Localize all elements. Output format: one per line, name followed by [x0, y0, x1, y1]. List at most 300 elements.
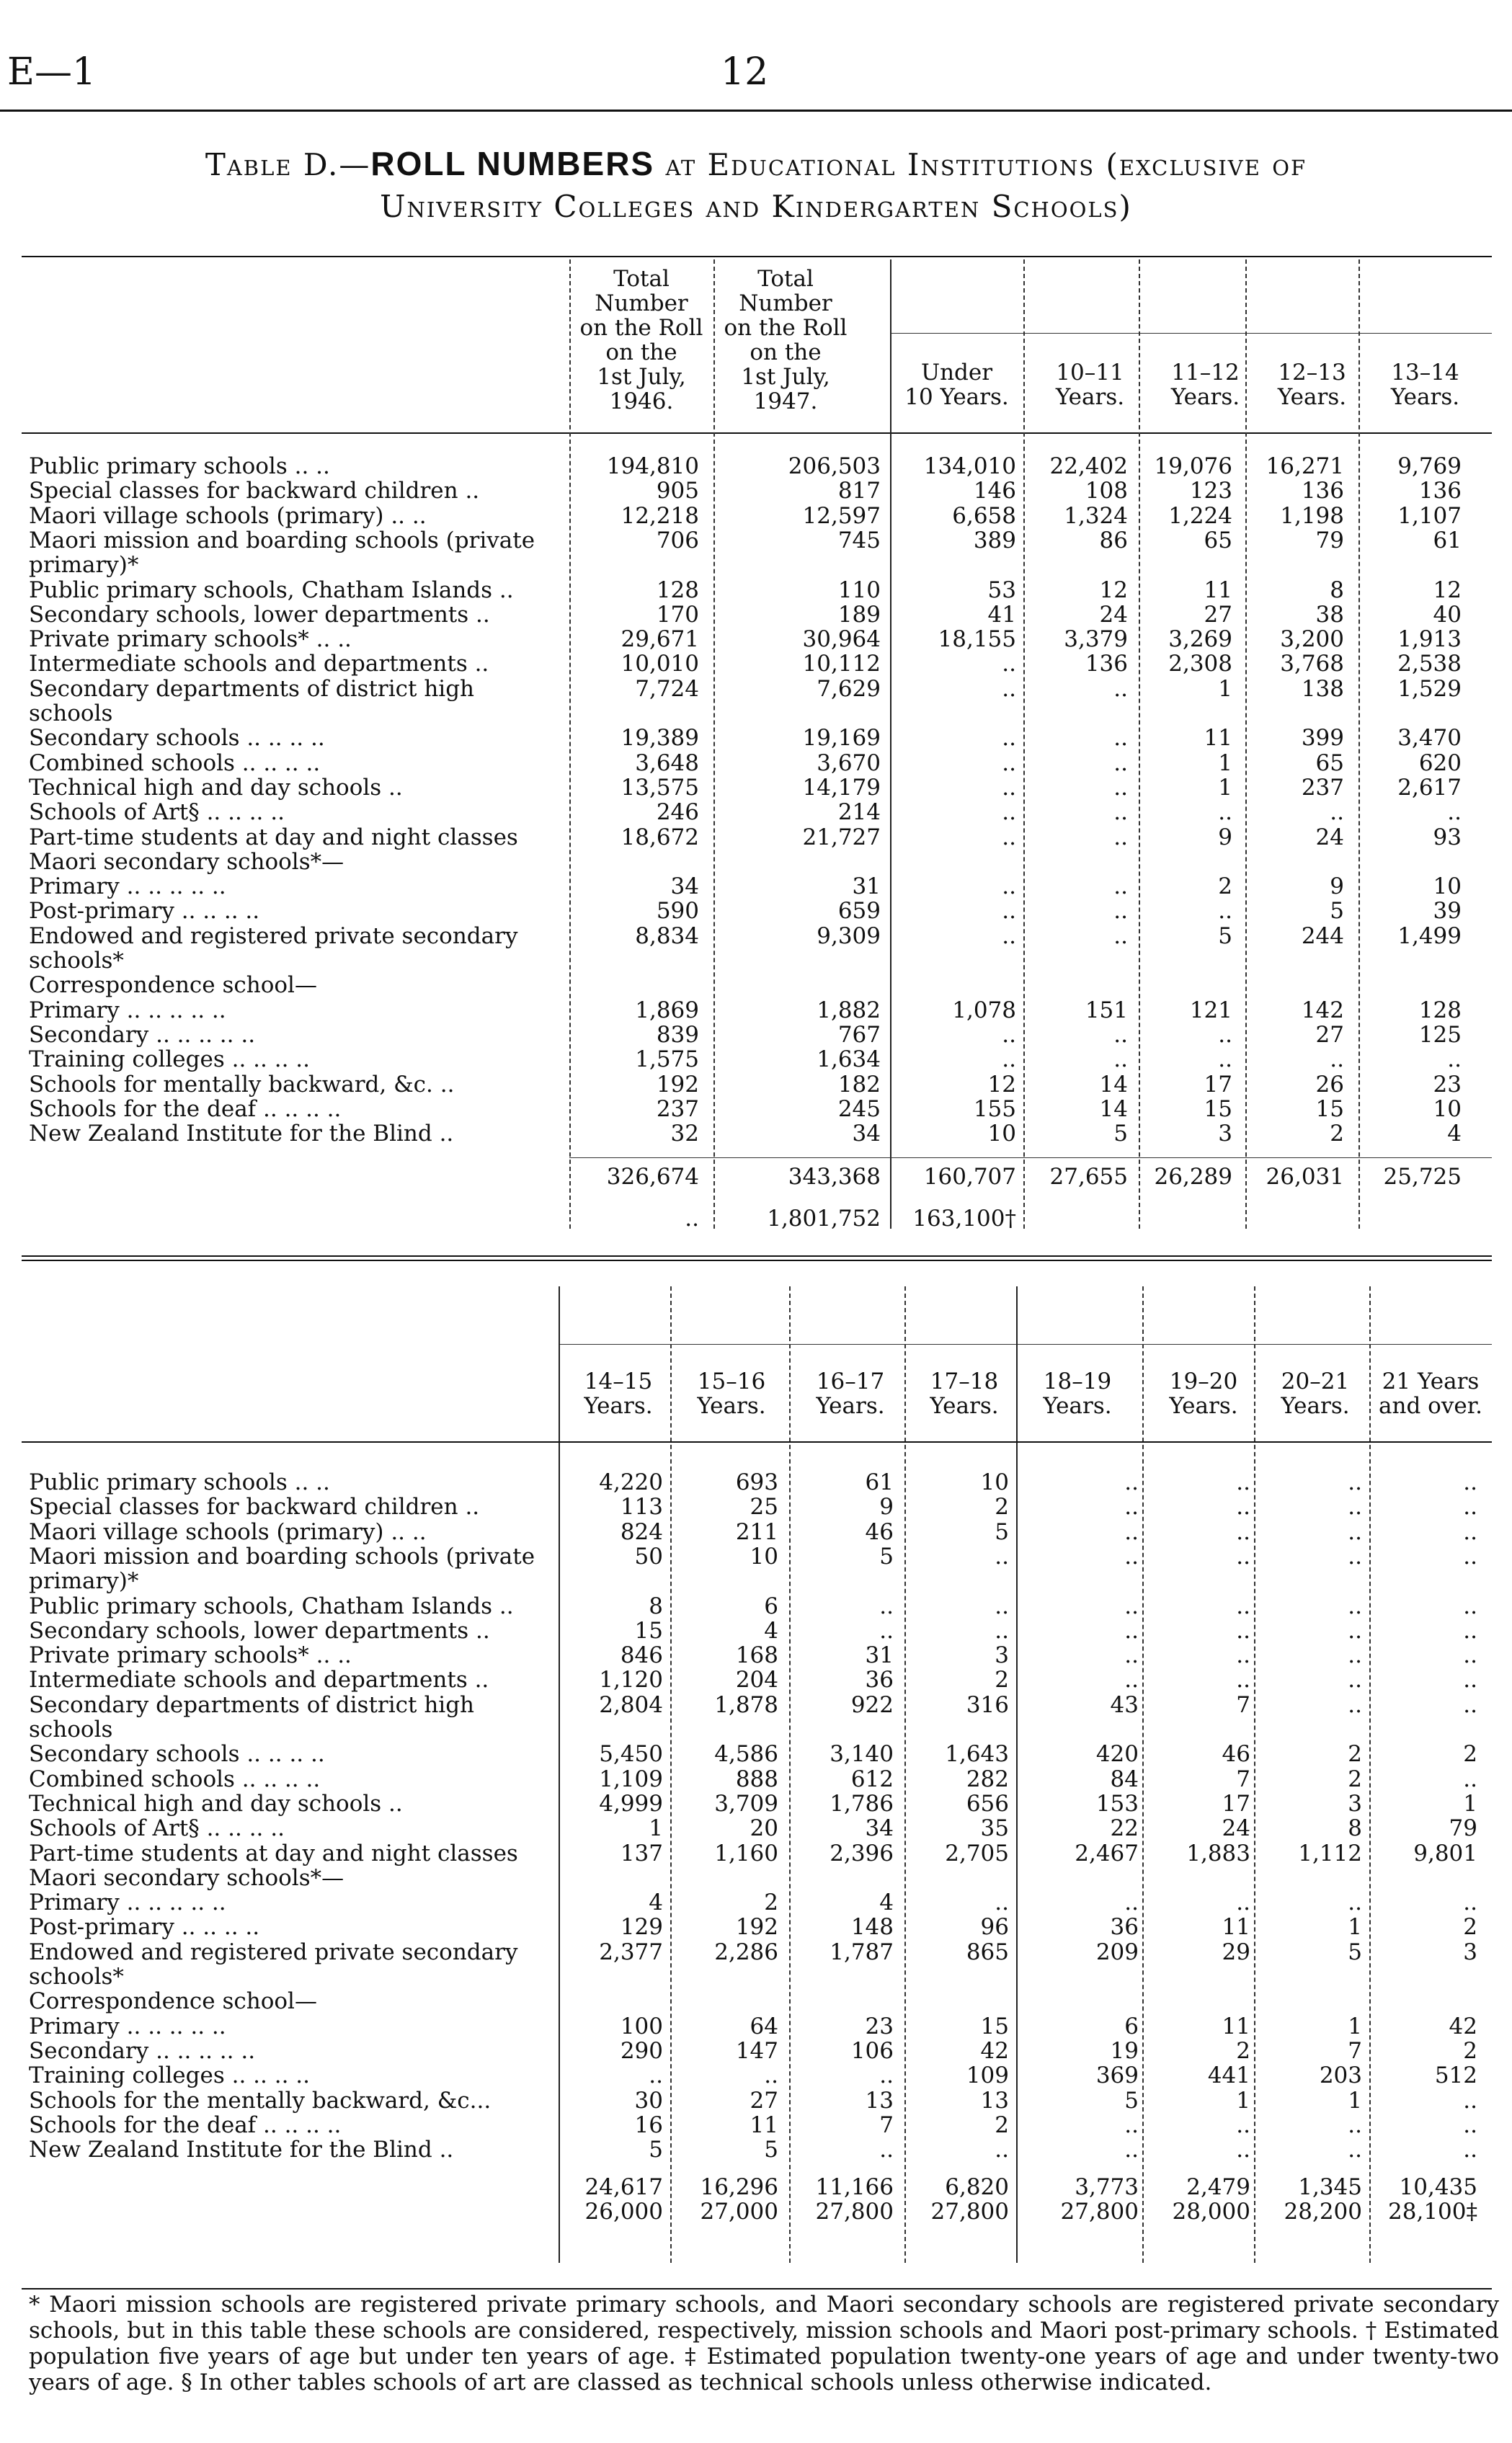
- table2-cell: 1,120: [599, 1667, 663, 1694]
- table2-cell: ..: [1236, 1593, 1250, 1619]
- report-code: E—1: [7, 50, 97, 94]
- table1-cell: 27: [1204, 601, 1232, 628]
- table1-cell: ..: [1113, 1021, 1128, 1048]
- table1-cell: 13,575: [621, 774, 699, 801]
- table2-cell: ..: [1348, 2112, 1362, 2138]
- table2-cell: 316: [966, 1691, 1009, 1718]
- title-bold: ROLL NUMBERS: [370, 145, 655, 182]
- table1-cell: 1,078: [952, 997, 1016, 1023]
- table2-cell: 2: [995, 1494, 1009, 1521]
- table1-row-label: Primary .. .. .. .. ..: [29, 997, 226, 1023]
- table2-cell: ..: [1124, 1667, 1139, 1694]
- table2-cell: 2: [1236, 2037, 1250, 2064]
- table1-cell: 138: [1301, 675, 1344, 702]
- table2-cell: ..: [995, 2137, 1009, 2163]
- table2-cell: 5: [879, 1543, 894, 1570]
- table2-cell: 2: [1463, 1914, 1477, 1941]
- table2-cell: ..: [1236, 1469, 1250, 1495]
- table1-cell: 34: [852, 1121, 881, 1147]
- table1-cell: 1: [1218, 774, 1232, 801]
- table2-row-label: Post-primary .. .. .. ..: [29, 1915, 260, 1940]
- table1-cell: 244: [1301, 922, 1344, 949]
- table1-row-label: Primary .. .. .. .. ..: [29, 874, 226, 899]
- table1-age-column-header: 10 Years.: [904, 384, 1009, 410]
- table2-age-column-header: Years.: [584, 1393, 653, 1419]
- table2-cell: 1: [649, 1815, 663, 1842]
- table2-cell: ..: [1236, 1617, 1250, 1644]
- table1-estimate: 1,801,752: [767, 1206, 881, 1232]
- table2-age-column-header: 21 Years: [1382, 1369, 1480, 1394]
- table2-row-label: Technical high and day schools ..: [29, 1791, 403, 1816]
- table1-cell: 389: [973, 527, 1016, 553]
- table2-cell: ..: [879, 1617, 894, 1644]
- table1-row-label: Secondary departments of district high: [29, 676, 475, 701]
- table2-cell: 9: [879, 1494, 894, 1521]
- table2-cell: 209: [1095, 1939, 1139, 1965]
- table2-cell: 1,112: [1298, 1840, 1362, 1866]
- table2-grand-total: 6,820: [945, 2174, 1009, 2201]
- table2-row-label: Primary .. .. .. .. ..: [29, 2013, 226, 2039]
- table2-cell: ..: [1124, 1593, 1139, 1619]
- table2-cell: 4: [879, 1890, 894, 1916]
- table1-cell: 9,769: [1397, 453, 1462, 479]
- table2-cell: 1,786: [830, 1790, 894, 1817]
- table1-column-divider: [713, 259, 715, 1229]
- title-line-2: University Colleges and Kindergarten Schools): [380, 189, 1132, 224]
- table2-cell: 6: [1124, 2013, 1139, 2039]
- table2-cell: 168: [735, 1642, 778, 1669]
- table1-cell: 5: [1113, 1121, 1128, 1147]
- table1-row-label: Private primary schools* .. ..: [29, 627, 352, 652]
- table2-cell: 290: [620, 2037, 663, 2064]
- table1-age-column-header: Years.: [1277, 384, 1347, 410]
- footnote: * Maori mission schools are registered private primary schools, and Maori secondary schools are registered private secondary schools, but in this table these schools are considered, respectively, mission schools and Maori post-primary schools. † Estimated population five years of age but under ten years of age. ‡ Estimated population twenty-one years of age and under twenty-two years of age. § In other tables schools of art are classed as technical schools unless otherwise indicated.: [29, 2292, 1499, 2395]
- table2-cell: 2: [1463, 2037, 1477, 2064]
- table2-cell: 19: [1110, 2037, 1139, 2064]
- table2-estimate: 27,000: [700, 2199, 778, 2225]
- table1-cell: 659: [837, 898, 881, 925]
- table2-row-label: Schools of Art§ .. .. .. ..: [29, 1816, 285, 1841]
- table1-cell: ..: [1002, 873, 1016, 900]
- table2-cell: 2: [1348, 1741, 1362, 1768]
- table2-cell: 15: [980, 2013, 1009, 2039]
- table2-cell: 36: [1110, 1914, 1139, 1941]
- table2-cell: 8: [1348, 1815, 1362, 1842]
- table2-cell: 922: [850, 1691, 894, 1718]
- table2-cell: ..: [1348, 1543, 1362, 1570]
- table1-cell: ..: [1218, 1021, 1232, 1048]
- table1-grand-total: 27,655: [1049, 1164, 1128, 1191]
- table1-cell: 93: [1433, 824, 1462, 850]
- table2-cell: ..: [1236, 1667, 1250, 1694]
- table2-cell: ..: [1124, 1518, 1139, 1545]
- table1-cell: 1,198: [1280, 502, 1344, 529]
- table2-cell: 3: [995, 1642, 1009, 1669]
- table1-cell: 2: [1218, 873, 1232, 900]
- table2-cell: 2,804: [599, 1691, 663, 1718]
- table2-cell: 1,643: [945, 1741, 1009, 1768]
- table1-cell: 26: [1315, 1071, 1344, 1098]
- table2-cell: ..: [1124, 1494, 1139, 1521]
- table1-row-label: Maori village schools (primary) .. ..: [29, 503, 427, 528]
- table1-row-label: schools*: [29, 948, 124, 973]
- table2-cell: ..: [764, 2062, 778, 2089]
- table1-age-column-header: 10–11: [1056, 360, 1124, 386]
- table1-cell: 86: [1099, 527, 1128, 553]
- table1-cell: 108: [1085, 478, 1128, 504]
- table1-cell: 839: [656, 1021, 699, 1048]
- table1-age-column-header: 12–13: [1278, 360, 1346, 386]
- table1-row-label: Training colleges .. .. .. ..: [29, 1047, 310, 1072]
- table2-cell: 3: [1348, 1790, 1362, 1817]
- table1-cell: ..: [1113, 725, 1128, 752]
- table2-cell: 109: [966, 2062, 1009, 2089]
- table1-cell: 12: [1433, 577, 1462, 603]
- table2-cell: 5: [764, 2137, 778, 2163]
- table2-cell: 13: [865, 2087, 894, 2114]
- table2-cell: 64: [750, 2013, 778, 2039]
- table1-cell: ..: [1002, 922, 1016, 949]
- table1-cell: 110: [837, 577, 881, 603]
- table1-row-label: Maori secondary schools*—: [29, 849, 344, 874]
- table2-cell: 153: [1095, 1790, 1139, 1817]
- table2-cell: ..: [1236, 1642, 1250, 1669]
- footnote-rule: [22, 2288, 1492, 2290]
- table2-cell: ..: [649, 2062, 663, 2089]
- table2-grand-total: 3,773: [1075, 2174, 1139, 2201]
- table2-cell: ..: [995, 1890, 1009, 1916]
- table1-cell: 14,179: [802, 774, 881, 801]
- table2-age-column-header: 14–15: [584, 1369, 653, 1394]
- table2-row-label: Maori village schools (primary) .. ..: [29, 1519, 427, 1544]
- table1-cell: 11: [1204, 725, 1232, 752]
- table1-cell: 23: [1433, 1071, 1462, 1098]
- table1-cell: 1,913: [1397, 626, 1462, 653]
- table1-row-label: Technical high and day schools ..: [29, 775, 403, 800]
- table1-cell: 31: [852, 873, 881, 900]
- table2-cell: ..: [1348, 1593, 1362, 1619]
- table2-row-label: Maori secondary schools*—: [29, 1865, 344, 1890]
- table1-cell: ..: [1002, 824, 1016, 850]
- table1-cell: 189: [837, 601, 881, 628]
- table2-row-label: Private primary schools* .. ..: [29, 1643, 352, 1668]
- table1-cell: 1,882: [817, 997, 881, 1023]
- table2-grand-total: 2,479: [1186, 2174, 1250, 2201]
- table2-cell: 5: [649, 2137, 663, 2163]
- table2-cell: 42: [1449, 2013, 1477, 2039]
- table2-cell: 204: [735, 1667, 778, 1694]
- table2-column-divider: [1016, 1286, 1018, 2263]
- table1-row-label: Secondary schools .. .. .. ..: [29, 726, 325, 751]
- table2-cell: 23: [865, 2013, 894, 2039]
- table2-cell: ..: [995, 1543, 1009, 1570]
- table1-roll_1946-header: on the Roll: [579, 315, 703, 341]
- table1-cell: ..: [1447, 799, 1462, 826]
- table1-cell: 1,224: [1168, 502, 1232, 529]
- table1-cell: 19,169: [802, 725, 881, 752]
- table1-bottom-rule-2: [22, 1260, 1492, 1261]
- table2-cell: 10: [980, 1469, 1009, 1495]
- table1-cell: 18,672: [621, 824, 699, 850]
- table1-cell: ..: [1113, 799, 1128, 826]
- table1-cell: 237: [1301, 774, 1344, 801]
- table1-cell: 10: [1433, 873, 1462, 900]
- table1-cell: 8: [1330, 577, 1344, 603]
- table2-cell: 50: [634, 1543, 663, 1570]
- table2-row-label: schools*: [29, 1964, 124, 1989]
- table1-roll_1947-header: Number: [739, 290, 832, 316]
- table2-cell: 106: [850, 2037, 894, 2064]
- table1-cell: 12: [987, 1071, 1016, 1098]
- table1-cell: 1,529: [1397, 675, 1462, 702]
- table1-cell: ..: [1002, 774, 1016, 801]
- table2-cell: 369: [1095, 2062, 1139, 2089]
- table2-cell: ..: [1348, 1642, 1362, 1669]
- table1-cell: 151: [1085, 997, 1128, 1023]
- table2-cell: 11: [1222, 2013, 1250, 2039]
- table1-cell: 2,617: [1397, 774, 1462, 801]
- table1-top-rule: [22, 256, 1492, 257]
- table2-cell: 6: [764, 1593, 778, 1619]
- table2-cell: ..: [1463, 1469, 1477, 1495]
- table1-cell: 3,670: [817, 749, 881, 776]
- table1-cell: 18,155: [938, 626, 1016, 653]
- table2-cell: ..: [1124, 2137, 1139, 2163]
- table1-cell: 136: [1085, 651, 1128, 677]
- table1-cell: 19,076: [1154, 453, 1232, 479]
- table1-cell: ..: [1218, 1046, 1232, 1073]
- table1-cell: ..: [1113, 749, 1128, 776]
- table1-cell: 9,309: [817, 922, 881, 949]
- table1-cell: 1,499: [1397, 922, 1462, 949]
- table2-cell: 100: [620, 2013, 663, 2039]
- table1-cell: 136: [1418, 478, 1462, 504]
- table2-cell: 1: [1348, 2087, 1362, 2114]
- table1-cell: 10,010: [621, 651, 699, 677]
- table2-cell: 9,801: [1413, 1840, 1477, 1866]
- table2-estimate: 27,800: [815, 2199, 894, 2225]
- table1-cell: 10: [1433, 1095, 1462, 1122]
- table2-cell: 2,467: [1075, 1840, 1139, 1866]
- table2-cell: 34: [865, 1815, 894, 1842]
- table2-cell: 5,450: [599, 1741, 663, 1768]
- table2-age-column-header: Years.: [697, 1393, 766, 1419]
- table1-age-column-header: 11–12: [1171, 360, 1240, 386]
- table2-row-label: Secondary departments of district high: [29, 1692, 475, 1717]
- table2-cell: ..: [1124, 1543, 1139, 1570]
- table2-cell: 211: [735, 1518, 778, 1545]
- header-rule: [0, 110, 1512, 112]
- table1-cell: 14: [1099, 1071, 1128, 1098]
- table1-cell: 134,010: [923, 453, 1016, 479]
- table2-cell: 148: [850, 1914, 894, 1941]
- table1-grand-total: 326,674: [606, 1164, 699, 1191]
- table2-cell: 865: [966, 1939, 1009, 1965]
- table2-cell: ..: [1463, 1642, 1477, 1669]
- table2-cell: 5: [1124, 2087, 1139, 2114]
- table2-cell: 1,883: [1186, 1840, 1250, 1866]
- table1-cell: 3,470: [1397, 725, 1462, 752]
- table2-cell: 656: [966, 1790, 1009, 1817]
- table2-cell: 4,220: [599, 1469, 663, 1495]
- table2-cell: 3,709: [714, 1790, 778, 1817]
- table1-row-label: primary)*: [29, 553, 139, 578]
- table1-cell: 65: [1204, 527, 1232, 553]
- page-number: 12: [721, 50, 769, 94]
- table1-cell: 620: [1418, 749, 1462, 776]
- table1-grand-total-rule: [569, 1157, 1492, 1158]
- table1-cell: 9: [1330, 873, 1344, 900]
- table2-cell: 1: [1463, 1790, 1477, 1817]
- table2-age-column-header: 19–20: [1169, 1369, 1238, 1394]
- table2-cell: ..: [1463, 2112, 1477, 2138]
- table2-age-column-header: Years.: [1043, 1393, 1112, 1419]
- table1-cell: 142: [1301, 997, 1344, 1023]
- table2-cell: 129: [620, 1914, 663, 1941]
- table2-cell: 16: [634, 2112, 663, 2138]
- table1-cell: ..: [1002, 1021, 1016, 1048]
- table1-roll_1946-header: Total: [613, 266, 670, 292]
- table2-cell: 30: [634, 2087, 663, 2114]
- table1-cell: 30,964: [802, 626, 881, 653]
- table1-children-rule: [890, 333, 1492, 334]
- table1-cell: 2,538: [1397, 651, 1462, 677]
- table2-cell: 84: [1110, 1766, 1139, 1792]
- table2-cell: 693: [735, 1469, 778, 1495]
- table1-row-label: Combined schools .. .. .. ..: [29, 750, 321, 775]
- table2-cell: 282: [966, 1766, 1009, 1792]
- table2-cell: 888: [735, 1766, 778, 1792]
- table1-cell: 10: [987, 1121, 1016, 1147]
- table2-row-label: schools: [29, 1717, 113, 1742]
- table1-age-column-header: Years.: [1170, 384, 1240, 410]
- table1-cell: 2: [1330, 1121, 1344, 1147]
- table1-estimate: ..: [685, 1206, 699, 1232]
- table2-header-rule: [22, 1441, 1492, 1443]
- table2-cell: ..: [1236, 1543, 1250, 1570]
- table1-grand-total: 26,031: [1266, 1164, 1344, 1191]
- table1-cell: 22,402: [1049, 453, 1128, 479]
- table2-cell: 2: [1348, 1766, 1362, 1792]
- table1-cell: 245: [837, 1095, 881, 1122]
- table2-cell: ..: [1463, 1766, 1477, 1792]
- table1-cell: 24: [1099, 601, 1128, 628]
- table1-cell: ..: [1330, 1046, 1344, 1073]
- table2-cell: 113: [620, 1494, 663, 1521]
- table2-cell: 846: [620, 1642, 663, 1669]
- table1-cell: 29,671: [621, 626, 699, 653]
- table1-cell: ..: [1002, 749, 1016, 776]
- table1-cell: 10,112: [802, 651, 881, 677]
- table1-cell: 767: [837, 1021, 881, 1048]
- table1-cell: ..: [1002, 725, 1016, 752]
- table2-cell: ..: [1348, 1890, 1362, 1916]
- table1-cell: 9: [1218, 824, 1232, 850]
- table1-cell: 15: [1204, 1095, 1232, 1122]
- table2-age-column-header: 20–21: [1281, 1369, 1350, 1394]
- table1-age-column-header: Years.: [1390, 384, 1460, 410]
- table1-cell: 194,810: [606, 453, 699, 479]
- table1-roll_1947-header: Total: [757, 266, 814, 292]
- table1-cell: ..: [1113, 824, 1128, 850]
- table1-cell: ..: [1002, 898, 1016, 925]
- table1-cell: ..: [1002, 675, 1016, 702]
- table1-grand-total: 343,368: [788, 1164, 881, 1191]
- table1-cell: ..: [1330, 799, 1344, 826]
- table1-cell: 192: [656, 1071, 699, 1098]
- table1-cell: ..: [1002, 799, 1016, 826]
- table2-cell: 1,787: [830, 1939, 894, 1965]
- table2-cell: 46: [865, 1518, 894, 1545]
- table2-row-label: Training colleges .. .. .. ..: [29, 2063, 310, 2088]
- table2-group-rule: [559, 1344, 1492, 1345]
- table2-cell: 2: [995, 1667, 1009, 1694]
- table2-cell: ..: [1236, 2112, 1250, 2138]
- table2-row-label: Schools for the mentally backward, &c...: [29, 2088, 492, 2113]
- table1-cell: 246: [656, 799, 699, 826]
- table2-cell: 15: [634, 1617, 663, 1644]
- table2-cell: 25: [750, 1494, 778, 1521]
- table1-cell: 123: [1189, 478, 1232, 504]
- table1-cell: 16,271: [1266, 453, 1344, 479]
- table2-grand-total: 1,345: [1298, 2174, 1362, 2201]
- table1-grand-total: 160,707: [923, 1164, 1016, 1191]
- table2-cell: 11: [750, 2112, 778, 2138]
- table1-cell: 7,724: [635, 675, 699, 702]
- table1-roll_1946-header: Number: [595, 290, 688, 316]
- table1-row-label: Public primary schools, Chatham Islands ..: [29, 577, 514, 602]
- table1-roll_1947-header: 1st July,: [741, 364, 830, 390]
- table1-cell: 34: [670, 873, 699, 900]
- table1-roll_1947-header: on the: [750, 339, 822, 365]
- table2-age-column-header: 18–19: [1043, 1369, 1112, 1394]
- table2-age-column-header: and over.: [1379, 1393, 1482, 1419]
- table2-estimate: 28,200: [1284, 2199, 1362, 2225]
- table1-cell: 817: [837, 478, 881, 504]
- table1-cell: 3,200: [1280, 626, 1344, 653]
- table2-cell: 4: [649, 1890, 663, 1916]
- table2-row-label: Secondary schools .. .. .. ..: [29, 1742, 325, 1767]
- table1-cell: 170: [656, 601, 699, 628]
- table1-cell: 214: [837, 799, 881, 826]
- table2-estimate: 28,000: [1172, 2199, 1250, 2225]
- table2-grand-total: 24,617: [584, 2174, 663, 2201]
- table2-age-column-header: 15–16: [697, 1369, 766, 1394]
- table2-cell: 5: [995, 1518, 1009, 1545]
- table1-cell: 79: [1315, 527, 1344, 553]
- table2-estimate: 27,800: [1060, 2199, 1139, 2225]
- table1-row-label: Part-time students at day and night classes: [29, 824, 518, 850]
- table2-grand-total: 10,435: [1399, 2174, 1477, 2201]
- table1-cell: 182: [837, 1071, 881, 1098]
- table2-cell: 1,878: [714, 1691, 778, 1718]
- table1-cell: 12: [1099, 577, 1128, 603]
- table1-cell: ..: [1113, 774, 1128, 801]
- table2-cell: ..: [1463, 2137, 1477, 2163]
- table2-row-label: Intermediate schools and departments ..: [29, 1668, 489, 1693]
- table1-cell: 706: [656, 527, 699, 553]
- table1-row-label: schools: [29, 701, 113, 726]
- table2-cell: 4,999: [599, 1790, 663, 1817]
- table-title: [0, 144, 1512, 183]
- table2-grand-total: 16,296: [700, 2174, 778, 2201]
- table1-cell: 39: [1433, 898, 1462, 925]
- table1-age-column-header: 13–14: [1391, 360, 1459, 386]
- table2-cell: 43: [1110, 1691, 1139, 1718]
- table2-cell: 24: [1222, 1815, 1250, 1842]
- table1-cell: 3,379: [1064, 626, 1128, 653]
- table1-cell: 38: [1315, 601, 1344, 628]
